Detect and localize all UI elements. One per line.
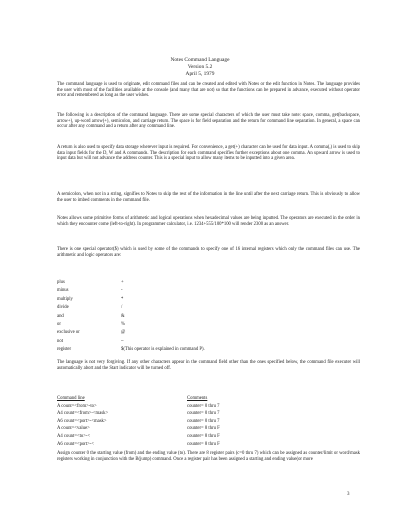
comment-cell: counter= 0 thru 7	[187, 418, 220, 424]
operator-row	[57, 329, 307, 337]
operator-symbol: -	[121, 288, 123, 294]
paragraph-register-operator: There is one special operator($) which is used by some of the commands to specify one of 16 internal registers which only the command files can use. The arithmetic and logic operators are:	[57, 247, 360, 258]
document-version: Version 5.2	[187, 64, 213, 70]
operator-name: not	[57, 338, 63, 344]
comment-cell: counter= 8 thru F	[187, 433, 220, 439]
operator-name: plus	[57, 280, 65, 285]
operator-symbol: @	[121, 330, 126, 336]
comment-cell: counter= 0 thru 7	[187, 411, 220, 417]
table-row	[57, 441, 337, 449]
operator-row	[57, 313, 307, 321]
comment-cell: counter= 8 thru F	[187, 426, 220, 432]
table-row	[57, 410, 337, 418]
operator-name: register	[57, 347, 72, 353]
operator-name: and	[57, 313, 64, 319]
operator-row	[57, 287, 307, 295]
operator-symbol: &	[121, 313, 125, 319]
operator-row	[57, 279, 307, 287]
document-title: Notes Command Language	[170, 57, 230, 63]
command-line-cell: A4 count=<to>-<	[57, 433, 91, 439]
table-row	[57, 418, 337, 426]
table-row	[57, 433, 337, 441]
paragraph-special-characters: The following is a description of the command language. There are some special characters of which the user must take note: space, comma, get(backspace, arrow+), up-word arrow(+), semicolon, and carriage return. The space is for field separation and the return for command line separation. In general, a space can occur after any command and a return after any command line.	[57, 113, 360, 130]
operator-name: multiply	[57, 296, 73, 302]
operator-row	[57, 346, 307, 354]
operator-row	[57, 304, 307, 312]
paragraph-semicolon: A semicolon, when not in a string, signifies to Notes to skip the rest of the information in the line until after the next carriage return. This is obviously to allow the user to imbed comments in the command file.	[57, 192, 360, 203]
operator-row	[57, 296, 307, 304]
operator-symbol: %	[121, 321, 125, 327]
table-row	[57, 403, 337, 411]
command-line-cell: A6 count=<port>-<mask>	[57, 418, 107, 424]
page-number: 3	[347, 492, 350, 497]
operator-symbol: /	[121, 305, 123, 311]
table-header	[57, 395, 337, 403]
paragraph-arithmetic: Notes allows some primitive forms of arithmetic and logical operations when hexadecimal values are being inputted. The operators are executed in the order in which they encounter come (left-to-right). In programmer calculator, i.e. 1234+555/100*100 will render 2300 as an answer.	[57, 216, 360, 227]
command-line-cell: A4 count=<from>-<mask>	[57, 411, 109, 417]
operator-name: or	[57, 321, 61, 327]
operator-symbol: *	[121, 296, 124, 302]
paragraph-intro: The command language is used to originate, edit command files and can be created and edited with Notes or the edit function in Notes. The language provides the user with most of the facilities available at the console (and many that are not) so that the functions can be prepared in advance, executed without operator error and remembered as long as the user wishes.	[57, 82, 360, 99]
paragraph-not-forgiving: The language is not very forgiving. If any other characters appear in the command field other than the ones specified below, the command file executer will automatically abort and the Start indicator will be turned off.	[57, 360, 360, 371]
table-row	[57, 425, 337, 433]
document-header	[0, 57, 400, 78]
paragraph-return-usage: A return is also used to specify data storage wherever input is required. For convenience, a get(+) character can be used for data input. A comma(,) is used to skip data input fields for the D, W and A commands. The description for each command specifies further exceptions about one comma. An upward arrow is used to input data but will not advance the address counter. This is a special input to allow many items to be inputted into a given area.	[57, 145, 360, 162]
command-table	[57, 395, 337, 448]
operator-name: exclusive or	[57, 330, 80, 336]
operator-name: divide	[57, 305, 69, 311]
command-line-cell: A count=<value>	[57, 426, 90, 432]
operator-symbol: +	[121, 280, 124, 285]
comment-cell: counter= 8 thru F	[187, 441, 220, 447]
operator-symbol: ~	[121, 338, 124, 344]
operator-name: minus	[57, 288, 69, 294]
command-line-cell: A6 count=<port>-<	[57, 441, 95, 447]
column-header-comments: Comments	[187, 396, 208, 401]
document-date: April 5, 1979	[185, 71, 215, 77]
command-line-cell: A count=<from>-to>	[57, 403, 97, 409]
operator-symbol: $(This operator is explained in command P).	[121, 347, 205, 353]
column-header-command: Command line	[57, 396, 85, 401]
paragraph-assign-counter: Assign counter 0 the starting value (from) and the ending value (to). There are 8 register pairs (c=0 thru 7) which can be assigned as counter/limit or word/mask registers working in conjunction with the B(jump) command. Once a register pair has been assigned a starting and ending value(or more	[57, 451, 360, 462]
comment-cell: counter= 0 thru 7	[187, 403, 220, 409]
operator-list	[57, 279, 307, 355]
operator-row	[57, 321, 307, 329]
operator-row	[57, 338, 307, 346]
